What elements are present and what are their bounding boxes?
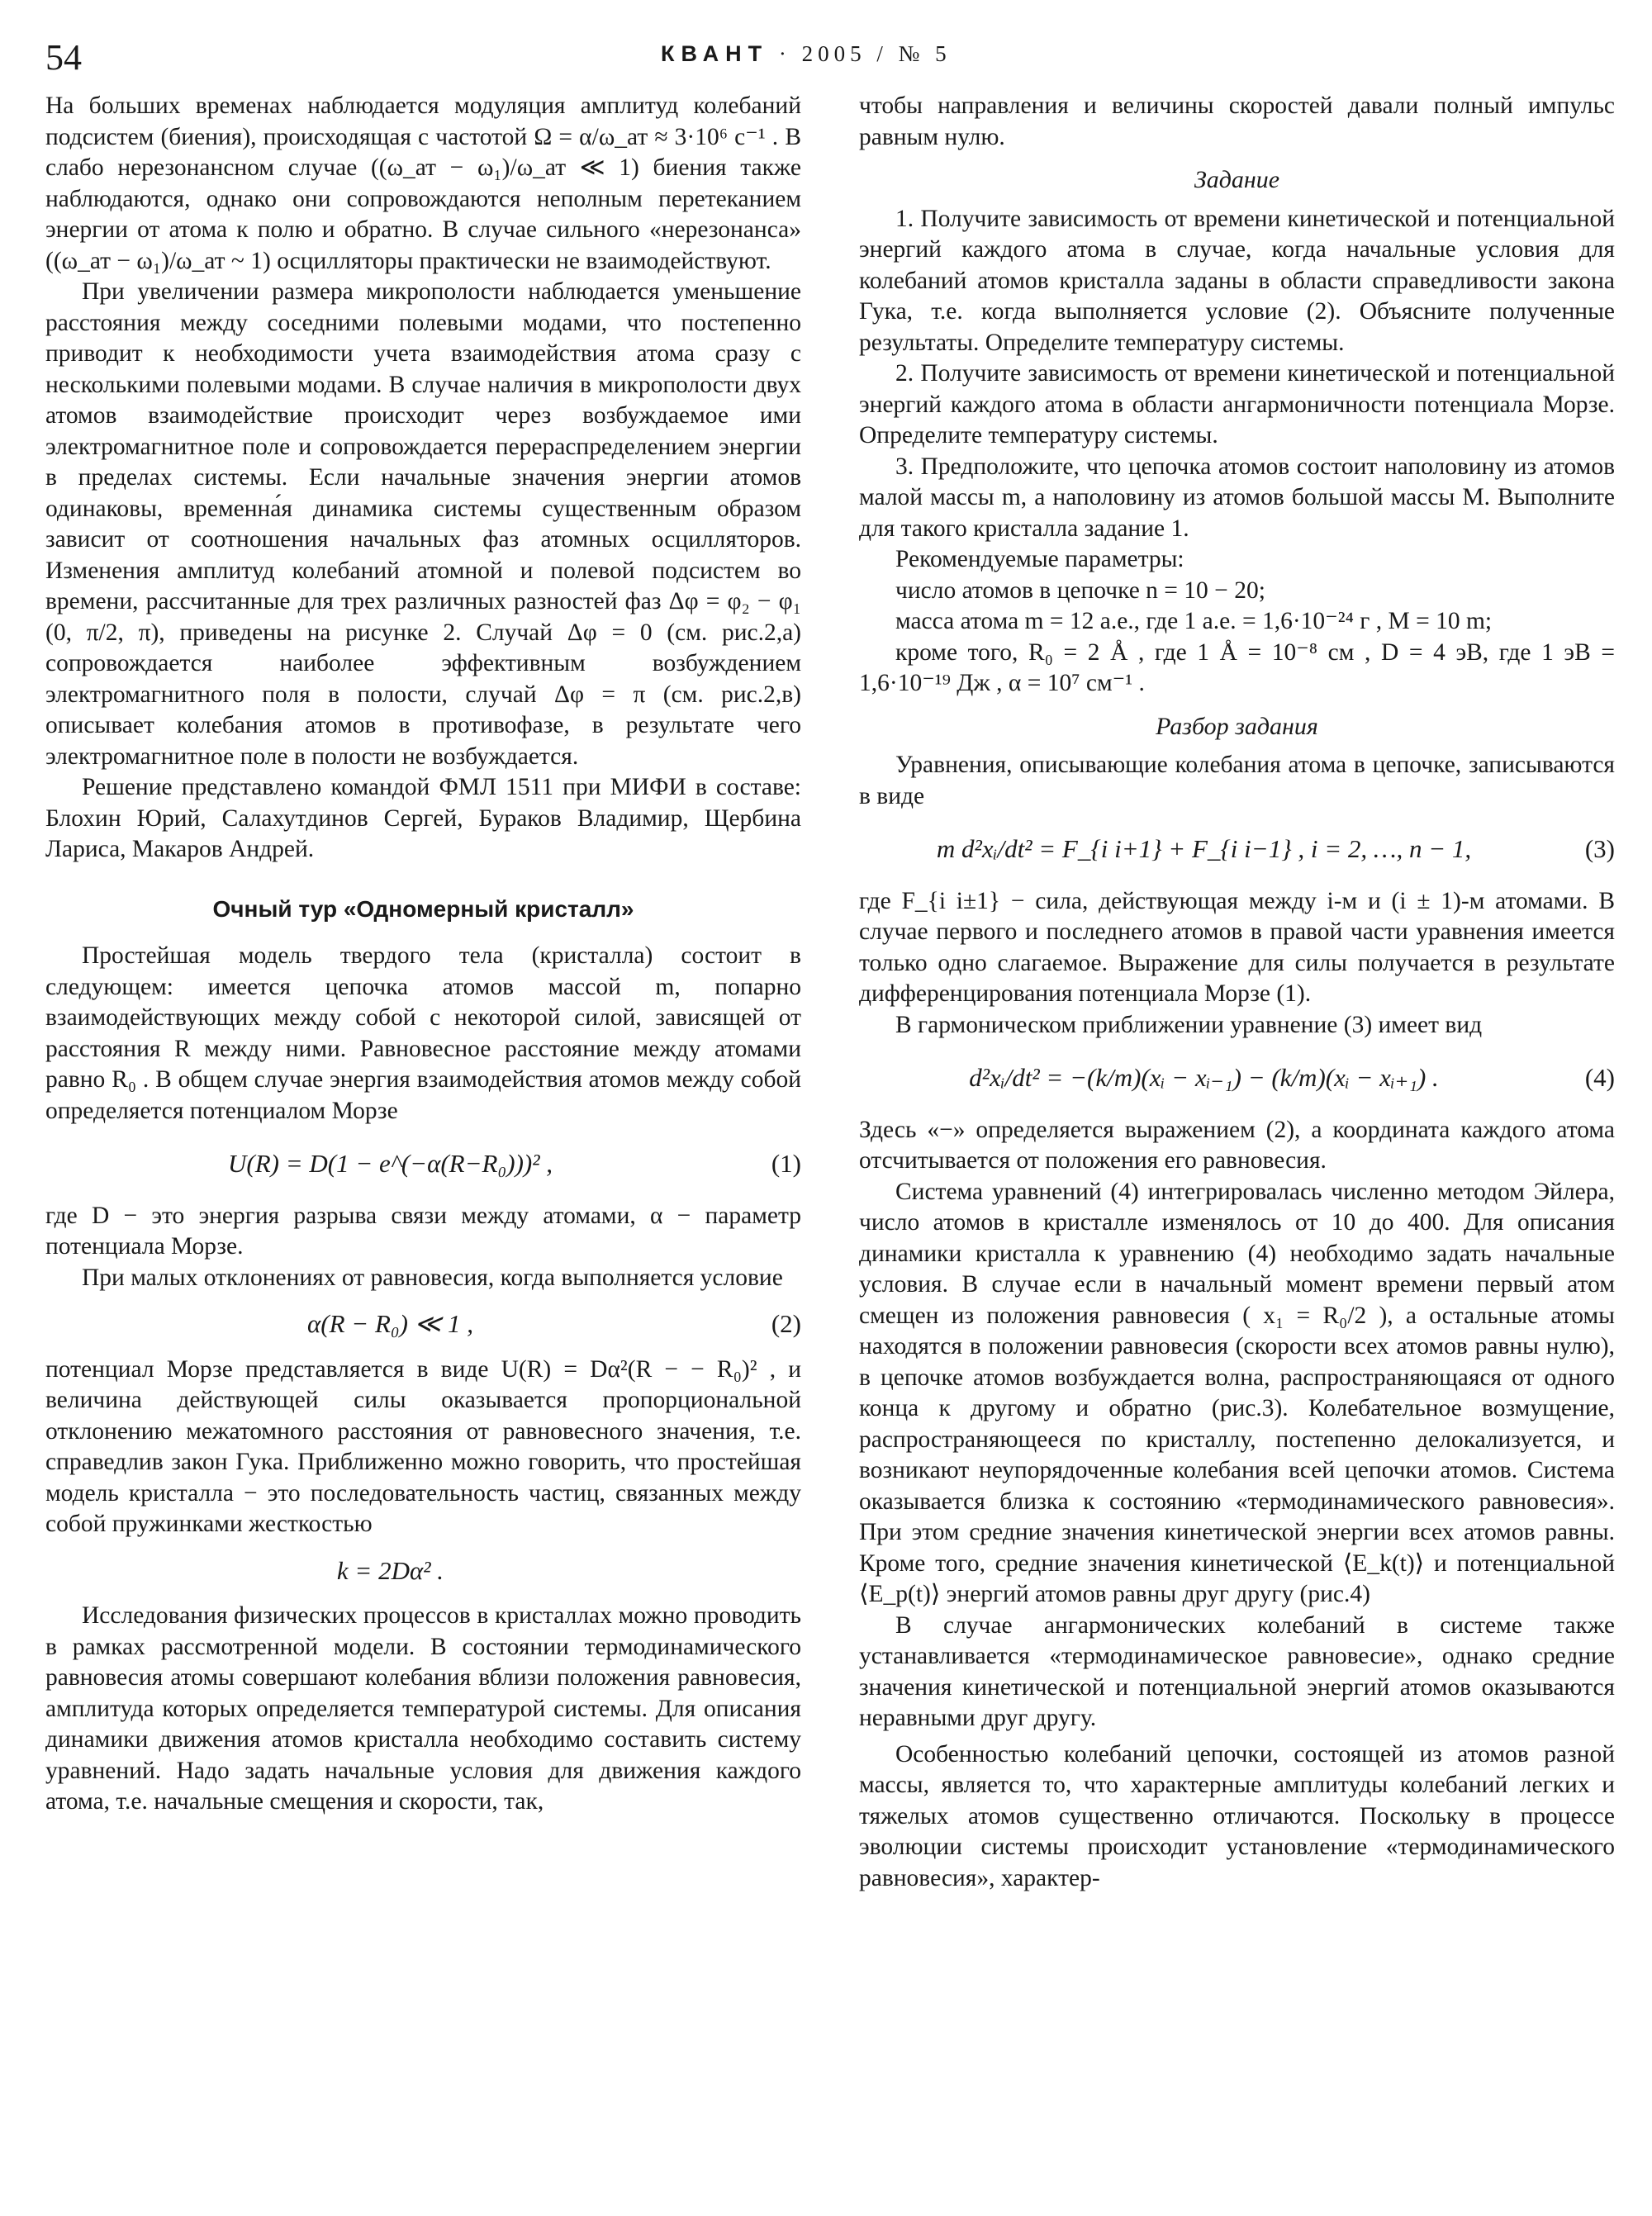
equation-4 [859,1062,1615,1094]
journal-title [661,41,952,67]
left-column [45,91,801,1818]
paragraph: Рекомендуемые параметры: [895,546,1184,572]
equation-number: (4) [1584,1063,1615,1092]
paragraph: Простейшая модель твердого тела (кристалла) состоит в следующем: имеется цепочка атомов массой m, попарно взаимодействующих между собой с некоторой силой, зависящей от расстояния R между ними. Равновесное расстояние между атомами равно R₀ . В общем случае энергия взаимодействия атомов между собой определяется потенциалом Морзе [45,942,801,1124]
equation-number: (1) [771,1149,801,1178]
paragraph: На больших временах наблюдается модуляция амплитуд колебаний подсистем (биения), происходящая с частотой Ω = α/ω_ат ≈ 3·10⁶ с⁻¹ . В слабо нерезонансном случае ((ω_ат − ω₁)/ω_ат ≪ 1) биения также наблюдаются, однако они сопровождаются неполным перетеканием энергии от атома к полю и обратно. В случае сильного «нерезонанса» ((ω_ат − ω₁)/ω_ат ~ 1) осцилляторы практически не взаимодействуют. [45,93,801,274]
section-title: Очный тур «Одномерный кристалл» [212,895,634,922]
right-column [859,91,1615,1894]
task-item: 1. Получите зависимость от времени кинетической и потенциальной энергий каждого атома в случае, когда начальные условия для колебаний атомов кристалла заданы в области справедливости закона Гука, т.е. когда выполняется условие (2). Объясните полученные результаты. Определите температуру системы. [859,205,1615,356]
journal-name: КВАНТ [661,41,769,66]
equation-body: U(R) = D(1 − e^(−α(R−R₀)))² , [227,1149,553,1178]
equation-body: d²xᵢ/dt² = −(k/m)(xᵢ − xᵢ₋₁) − (k/m)(xᵢ − xᵢ₊₁) . [969,1063,1439,1092]
page-number: 54 [45,37,82,78]
paragraph: В гармоническом приближении уравнение (3) имеет вид [895,1011,1483,1038]
paragraph: В случае ангармонических колебаний в системе также устанавливается «термодинамическое равновесие», однако средние значения кинетической и потенциальной энергий атомов оказываются неравными друг другу. [859,1611,1615,1731]
analysis-title: Разбор задания [1156,712,1318,740]
task-item: 2. Получите зависимость от времени кинетической и потенциальной энергий каждого атома в области ангармоничности потенциала Морзе. Определите температуру системы. [859,360,1615,448]
paragraph: Исследования физических процессов в кристаллах можно проводить в рамках рассмотренной модели. В состоянии термодинамического равновесия атомы совершают колебания вблизи положения равновесия, амплитуда которых определяется температурой системы. Для описания динамики движения атомов кристалла необходимо составить систему уравнений. Надо задать начальные условия для движения каждого атома, т.е. начальные смещения и скорости, так, [45,1602,801,1815]
paragraph: Система уравнений (4) интегрировалась численно методом Эйлера, число атомов в кристалле изменялось от 10 до 400. Для описания динамики кристалла к уравнению (4) необходимо задать начальные условия. В случае если в начальный момент времени первый атом смещен из положения равновесия ( x₁ = R₀/2 ), а остальные атомы находятся в положении равновесия (скорости всех атомов равны нулю), в цепочке атомов возбуждается волна, распространяющаяся от одного конца к другому и обратно (рис.3). Колебательное возмущение, распространяющееся по кристаллу, постепенно делокализуется, и возникают неупорядоченные колебания всей цепочки атомов. Система оказывается близка к состоянию «термодинамического равновесия». При этом средние значения кинетической энергии всех атомов равны. Кроме того, средние значения кинетической ⟨E_k(t)⟩ и потенциальной ⟨E_p(t)⟩ энергий атомов равны друг другу (рис.4) [859,1178,1615,1607]
task-title: Задание [1194,166,1280,193]
paragraph: Особенностью колебаний цепочки, состоящей из атомов разной массы, является то, что характерные амплитуды колебаний легких и тяжелых атомов существенно отличаются. Поскольку в процессе эволюции системы происходит установление «термодинамического равновесия», характер- [859,1740,1615,1891]
equation-number: (2) [771,1309,801,1338]
equation-body: m d²xᵢ/dt² = F_{i i+1} + F_{i i−1} , i = 2, …, n − 1, [936,834,1472,863]
paragraph: При увеличении размера микрополости наблюдается уменьшение расстояния между соседними полевыми модами, что постепенно приводит к необходимости учета взаимодействия атома сразу с несколькими полевыми модами. В случае наличия в микрополости двух атомов взаимодействие происходит через возбуждаемое ими электромагнитное поле и сопровождается перераспределением энергии в пределах системы. Если начальные значения энергии атомов одинаковы, временна́я динамика системы существенным образом зависит от соотношения начальных фаз атомных осцилляторов. Изменения амплитуд колебаний атомной и полевой подсистем во времени, рассчитанные для трех различных разностей фаз Δφ = φ₂ − φ₁ (0, π/2, π), приведены на рисунке 2. Случай Δφ = 0 (см. рис.2,а) сопровождается наиболее эффективным возбуждением электромагнитного поля в полости, случай Δφ = π (см. рис.2,в) описывает колебания атомов в противофазе, в результате чего электромагнитное поле в полости не возбуждается. [45,278,801,770]
paragraph: Здесь «−» определяется выражением (2), а координата каждого атома отсчитывается от положения его равновесия. [859,1116,1615,1174]
journal-issue: · 2005 / № 5 [778,41,952,66]
paragraph: чтобы направления и величины скоростей давали полный импульс равным нулю. [859,93,1615,150]
paragraph: потенциал Морзе представляется в виде U(R) = Dα²(R − − R₀)² , и величина действующей силы оказывается пропорциональной отклонению межатомного расстояния от равновесного значения, т.е. справедлив закон Гука. Приближенно можно говорить, что простейшая модель кристалла − это последовательность частиц, связанных между собой пружинками жесткостью [45,1355,801,1537]
equation-body: k = 2Dα² . [336,1555,444,1585]
paragraph: При малых отклонениях от равновесия, когда выполняется условие [82,1264,783,1291]
equation-k [45,1555,801,1587]
paragraph: где D − это энергия разрыва связи между атомами, α − параметр потенциала Морзе. [45,1202,801,1260]
paragraph: Уравнения, описывающие колебания атома в цепочке, записываются в виде [859,752,1615,809]
task-item: 3. Предположите, что цепочка атомов состоит наполовину из атомов малой массы m, а наполовину из атомов большой массы M. Выполните для такого кристалла задание 1. [859,453,1615,542]
equation-number: (3) [1584,834,1615,863]
parameter-line: кроме того, R₀ = 2 Å , где 1 Å = 10⁻⁸ см , D = 4 эВ, где 1 эВ = 1,6·10⁻¹⁹ Дж , α = 10⁷ см⁻¹ . [859,638,1615,696]
equation-1 [45,1148,801,1179]
equation-3 [859,833,1615,865]
parameter-line: число атомов в цепочке n = 10 − 20; [895,577,1265,604]
paragraph: Решение представлено командой ФМЛ 1511 при МИФИ в составе: Блохин Юрий, Салахутдинов Сергей, Бураков Владимир, Щербина Лариса, Макаров Андрей. [45,774,801,862]
equation-2 [45,1308,801,1340]
page-header [0,36,1652,86]
equation-body: α(R − R₀) ≪ 1 , [307,1309,473,1338]
paragraph: где F_{i i±1} − сила, действующая между i-м и (i ± 1)-м атомами. В случае первого и последнего атомов в правой части уравнения имеется только одно слагаемое. Выражение для силы получается в результате дифференцирования потенциала Морзе (1). [859,887,1615,1007]
parameter-line: масса атома m = 12 а.е., где 1 а.е. = 1,6·10⁻²⁴ г , M = 10 m; [895,608,1493,634]
